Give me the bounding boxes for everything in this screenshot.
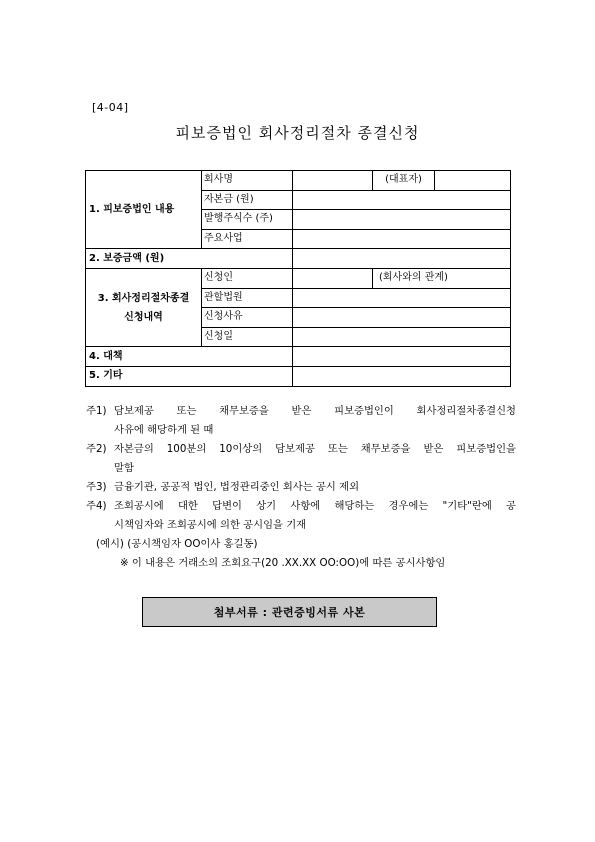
note-1-line2: 사유에 해당하게 된 때 <box>114 424 214 436</box>
row-applicant <box>86 268 511 288</box>
capital-label: 자본금 (원) <box>202 190 293 210</box>
relation-label: (회사와의 관계) <box>373 268 511 288</box>
business-value[interactable] <box>293 229 511 249</box>
row-other <box>86 366 511 386</box>
row-company-name <box>86 171 511 191</box>
date-label: 신청일 <box>202 327 293 347</box>
reason-value[interactable] <box>293 308 511 328</box>
form-code: [4-04] <box>92 101 129 114</box>
date-value[interactable] <box>293 327 511 347</box>
shares-value[interactable] <box>293 210 511 230</box>
attachment-label: 첨부서류 : 관련증빙서류 사본 <box>213 606 366 619</box>
note-4-line2: 시책임자와 조회공시에 의한 공시임을 기재 <box>114 519 307 531</box>
note-2-line2: 말함 <box>114 462 134 474</box>
note-2-line1: 자본금의 100분의 10이상의 담보제공 또는 채무보증을 받은 피보증법인을 <box>114 443 516 455</box>
business-label: 주요사업 <box>202 229 293 249</box>
row-guarantee-amount <box>86 249 511 269</box>
note-3-number: 주3) <box>86 481 107 493</box>
note-1 <box>86 402 516 421</box>
note-3 <box>86 478 516 497</box>
note-1-line1: 담보제공 또는 채무보증을 받은 피보증법인이 회사정리절차종결신청 <box>114 405 516 417</box>
shares-label: 발행주식수 (주) <box>202 210 293 230</box>
note-4-line1: 조회공시에 대한 답변이 상기 사항에 해당하는 경우에는 "기타"란에 공 <box>114 500 516 512</box>
note-2 <box>86 440 516 459</box>
attachment-box <box>142 597 437 627</box>
section-4-label: 4. 대책 <box>86 347 293 367</box>
section-3-label-line2: 신청내역 <box>124 311 163 323</box>
note-3-line1: 금융기관, 공공적 법인, 법정관리중인 회사는 공시 제외 <box>114 481 360 493</box>
remark-text: ※ 이 내용은 거래소의 조회요구(20 .XX.XX OO:OO)에 따른 공시사항임 <box>120 557 446 569</box>
applicant-value[interactable] <box>293 268 373 288</box>
ceo-label: (대표자) <box>373 171 435 191</box>
section-1-label: 1. 피보증법인 내용 <box>86 171 202 249</box>
report-form-table <box>85 170 511 387</box>
row-countermeasure <box>86 347 511 367</box>
countermeasure-value[interactable] <box>293 347 511 367</box>
section-3-label <box>86 268 202 346</box>
section-5-label: 5. 기타 <box>86 366 293 386</box>
ceo-value[interactable] <box>435 171 511 191</box>
capital-value[interactable] <box>293 190 511 210</box>
court-value[interactable] <box>293 288 511 308</box>
document-title: 피보증법인 회사정리절차 종결신청 <box>175 124 420 142</box>
example-text: (예시) (공시책임자 OO이사 홍길동) <box>96 538 258 550</box>
court-label: 관할법원 <box>202 288 293 308</box>
company-name-value[interactable] <box>293 171 373 191</box>
company-name-label: 회사명 <box>202 171 293 191</box>
other-value[interactable] <box>293 366 511 386</box>
reason-label: 신청사유 <box>202 308 293 328</box>
note-4-number: 주4) <box>86 500 107 512</box>
guarantee-amount-value[interactable] <box>293 249 511 269</box>
section-3-label-line1: 3. 회사정리절차종결 <box>97 292 190 304</box>
note-4 <box>86 497 516 516</box>
note-2-number: 주2) <box>86 443 107 455</box>
note-1-number: 주1) <box>86 405 107 417</box>
footnotes <box>86 402 516 573</box>
applicant-label: 신청인 <box>202 268 293 288</box>
section-2-label: 2. 보증금액 (원) <box>86 249 293 269</box>
